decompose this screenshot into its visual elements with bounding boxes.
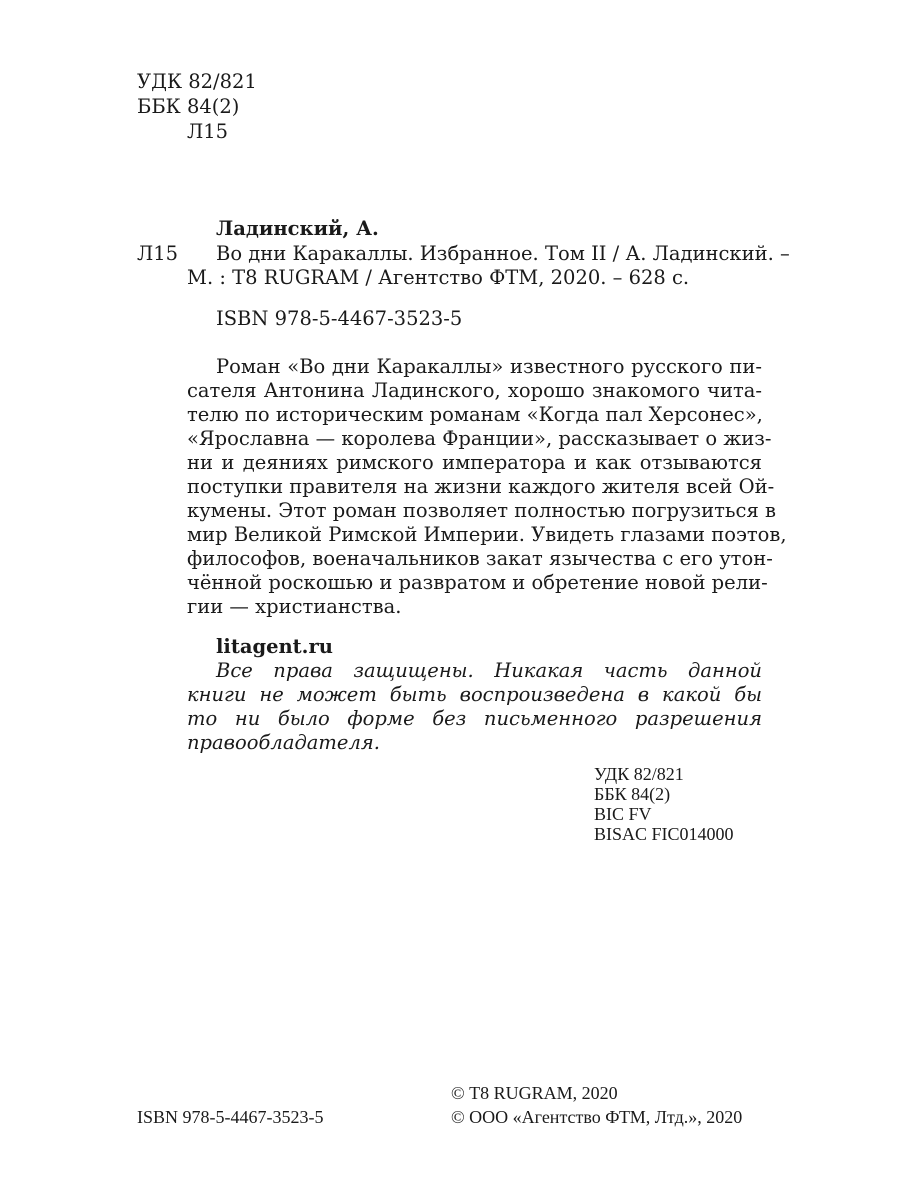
rights-notice: [187, 659, 762, 755]
author-name: Ладинский, А.: [216, 217, 379, 240]
annotation-line: философов, военачальников закат язычества с его утон-: [187, 547, 773, 570]
annotation-line: «Ярославна — королева Франции», рассказывает о жиз-: [187, 427, 772, 450]
rights-line: то ни было форме без письменного разрешения: [187, 707, 762, 730]
annotation-line: мир Великой Римской Империи. Увидеть глазами поэтов,: [187, 523, 787, 546]
annotation-line: Роман «Во дни Каракаллы» известного русского пи-: [216, 355, 762, 378]
author-mark-inline: Л15: [137, 242, 179, 265]
annotation-paragraph: [187, 355, 787, 619]
author-mark: Л15: [187, 120, 229, 143]
annotation-line: ни и деяниях римского императора и как отзываются: [187, 451, 762, 474]
annotation-line: сателя Антонина Ладинского, хорошо знакомого чита-: [187, 379, 762, 402]
bbk-code: ББК 84(2): [137, 95, 240, 118]
annotation-line: чённой роскошью и развратом и обретение новой рели-: [187, 571, 768, 594]
rights-line: книги не может быть воспроизведена в какой бы: [187, 683, 762, 706]
copyright-ftm: © ООО «Агентство ФТМ, Лтд.», 2020: [451, 1107, 743, 1127]
litagent-site: litagent.ru: [216, 635, 333, 658]
class-udk: УДК 82/821: [594, 764, 684, 784]
rights-line: правообладателя.: [187, 731, 380, 754]
class-bbk: ББК 84(2): [594, 784, 671, 804]
isbn-record: ISBN 978-5-4467-3523-5: [216, 307, 463, 330]
class-bic: BIC FV: [594, 804, 652, 824]
footer-isbn: ISBN 978-5-4467-3523-5: [137, 1107, 324, 1127]
udk-code: УДК 82/821: [137, 70, 257, 93]
book-title-line: Во дни Каракаллы. Избранное. Том II / А. Ладинский. –: [216, 242, 790, 265]
annotation-line: кумены. Этот роман позволяет полностью погрузиться в: [187, 499, 776, 522]
annotation-line: телю по историческим романам «Когда пал Херсонес»,: [187, 403, 763, 426]
copyright-rugram: © Т8 RUGRAM, 2020: [451, 1083, 618, 1103]
annotation-line: гии — христианства.: [187, 595, 402, 618]
annotation-line: поступки правителя на жизни каждого жителя всей Ой-: [187, 475, 775, 498]
publisher-line: М. : Т8 RUGRAM / Агентство ФТМ, 2020. – 628 с.: [187, 266, 690, 289]
classification-block: [594, 764, 734, 844]
class-bisac: BISAC FIC014000: [594, 824, 734, 844]
rights-line: Все права защищены. Никакая часть данной: [216, 659, 762, 682]
